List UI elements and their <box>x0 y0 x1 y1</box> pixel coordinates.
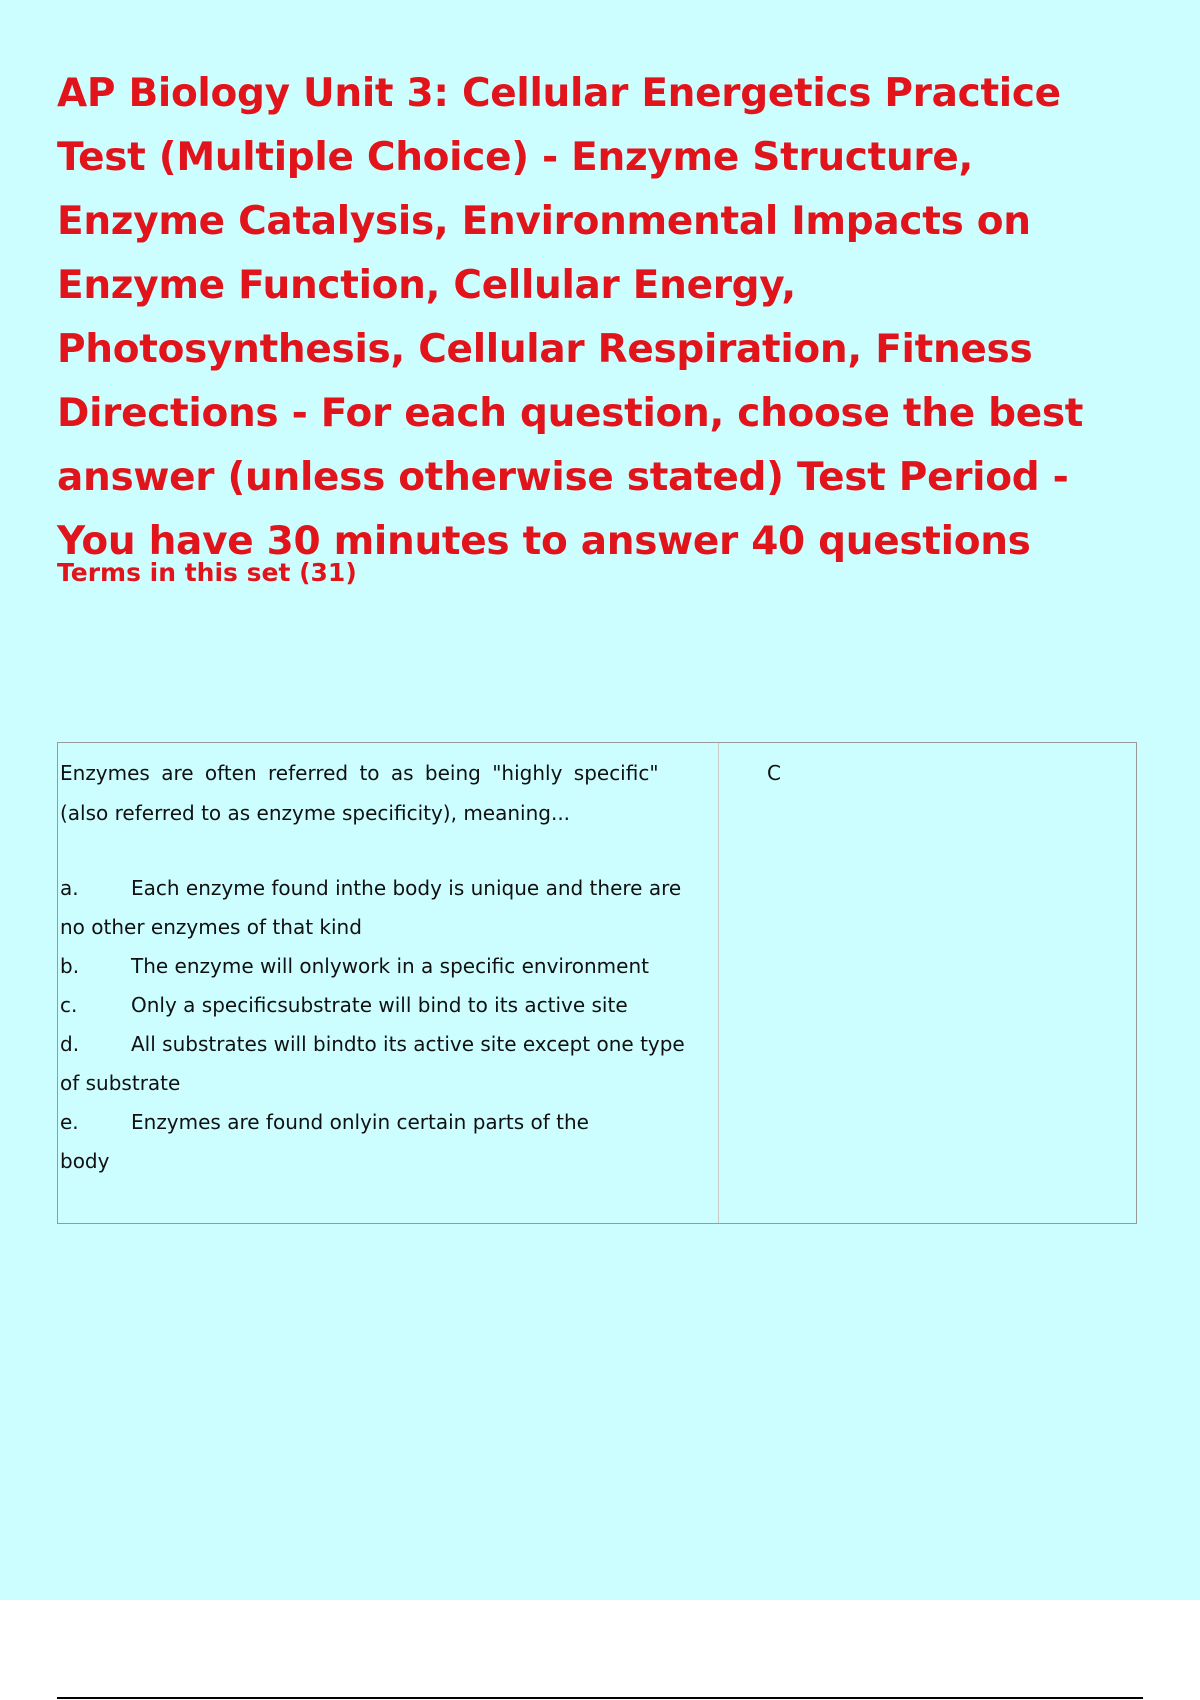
option-text: Each enzyme found inthe body is unique and there are <box>131 876 682 900</box>
option-b <box>60 947 718 986</box>
option-text: The enzyme will onlywork in a specific environment <box>131 954 649 978</box>
option-text: All substrates will bindto its active site except one type <box>131 1032 685 1056</box>
term-answer: C <box>767 761 781 785</box>
term-card <box>57 742 1137 1224</box>
option-text: Enzymes are found onlyin certain parts of the <box>131 1110 589 1134</box>
option-letter: c. <box>60 993 78 1017</box>
footer-divider <box>57 1697 1143 1699</box>
option-letter: a. <box>60 876 79 900</box>
question-stem-line: Enzymes are often referred to as being "highly specific" <box>60 761 659 785</box>
option-continuation: body <box>60 1149 110 1173</box>
question-spacer <box>60 833 718 869</box>
question-stem-line: (also referred to as enzyme specificity), meaning... <box>60 801 571 825</box>
option-continuation: no other enzymes of that kind <box>60 915 362 939</box>
option-d <box>60 1025 718 1064</box>
option-letter: b. <box>60 954 80 978</box>
option-c <box>60 986 718 1025</box>
option-continuation: of substrate <box>60 1071 181 1095</box>
option-text: Only a specificsubstrate will bind to its active site <box>131 993 628 1017</box>
option-a <box>60 869 718 908</box>
option-letter: d. <box>60 1032 80 1056</box>
option-letter: e. <box>60 1110 79 1134</box>
terms-count-heading: Terms in this set (31) <box>57 558 357 587</box>
term-question <box>58 743 719 1223</box>
option-e <box>60 1103 718 1142</box>
document-title: AP Biology Unit 3: Cellular Energetics Practice Test (Multiple Choice) - Enzyme Structure, Enzyme Catalysis, Environmental Impacts on Enzyme Function, Cellular Energy, Photosynthesis, Cellular Respiration, Fitness Directions - For each question, choose the best answer (unless otherwise stated) Test Period - You have 30 minutes to answer 40 questions <box>57 71 1084 564</box>
